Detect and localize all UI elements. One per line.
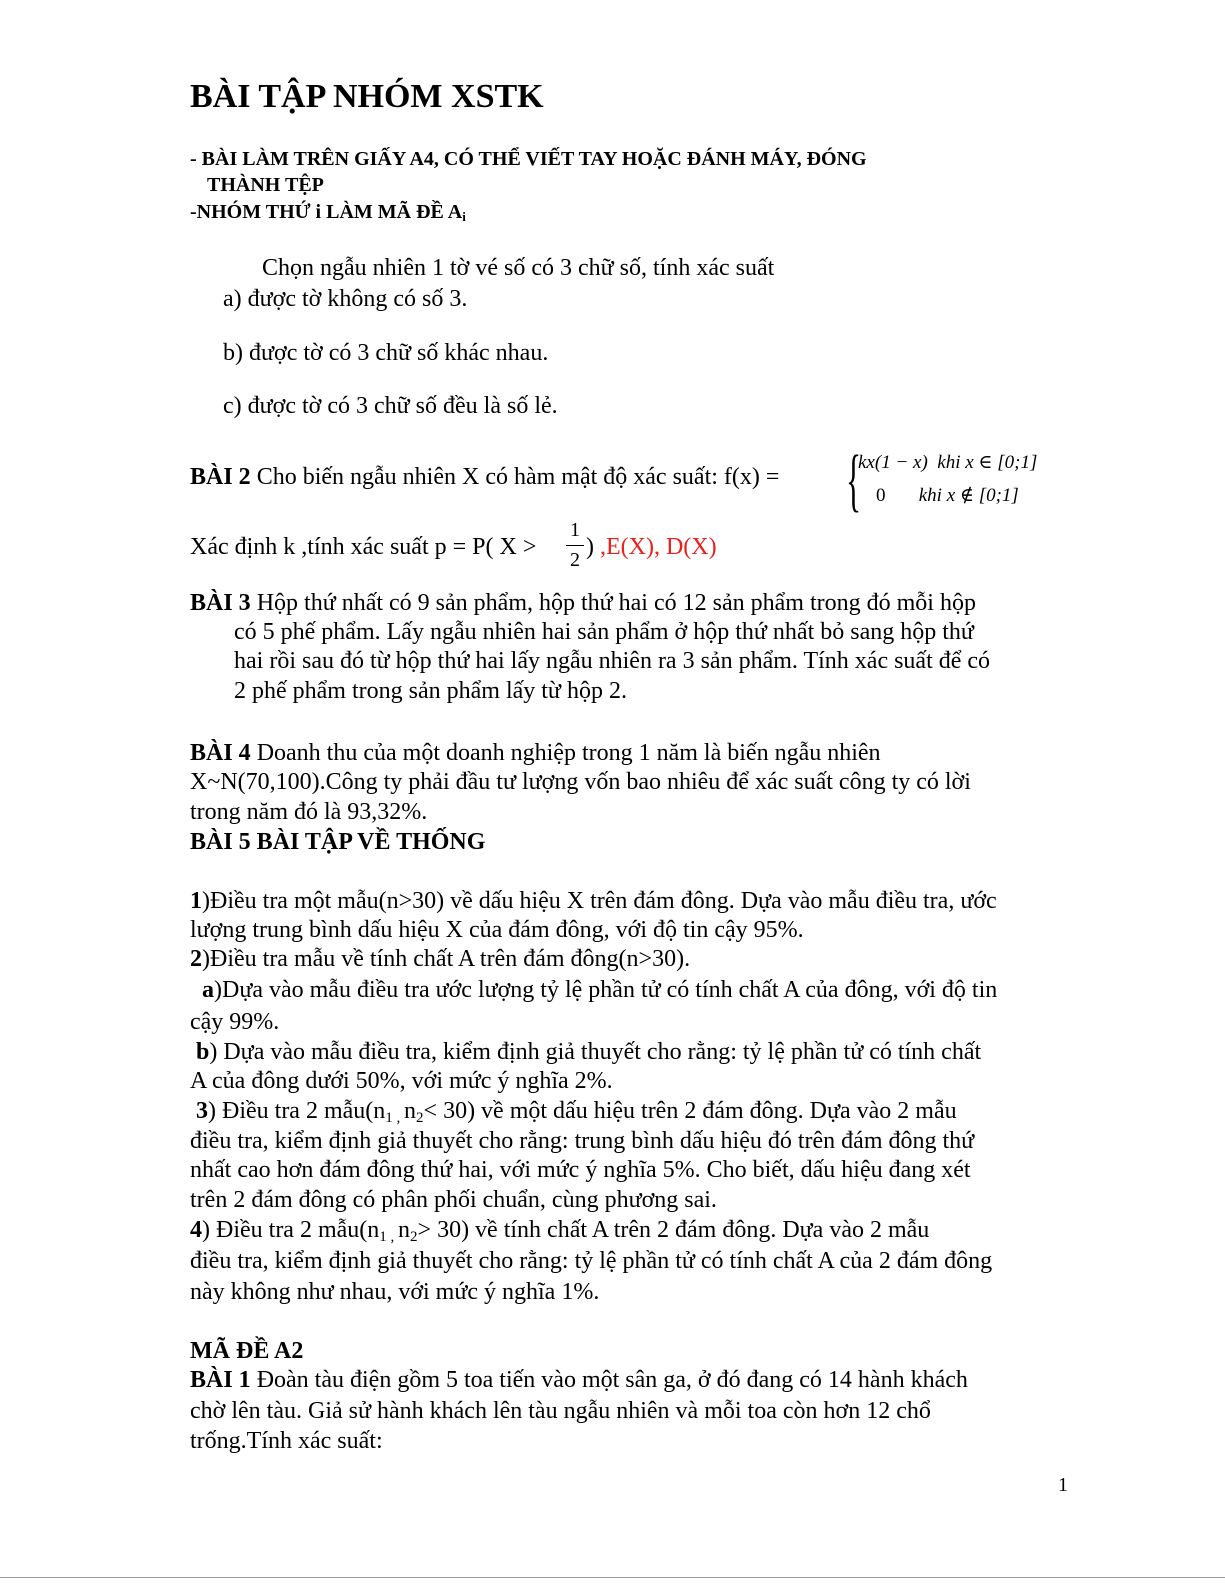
b2-statement: BÀI 2 Cho biến ngẫu nhiên X có hàm mật độ xác suất: f(x) = — [190, 464, 780, 490]
page-bottom-divider — [0, 1577, 1225, 1578]
page-title: BÀI TẬP NHÓM XSTK — [190, 78, 544, 115]
q3-line-3: nhất cao hơn đám đông thứ hai, với mức ý nghĩa 5%. Cho biết, dấu hiệu đang xét — [190, 1157, 971, 1183]
frac-numerator: 1 — [570, 519, 580, 541]
b1-intro: Chọn ngẫu nhiên 1 tờ vé số có 3 chữ số, tính xác suất — [262, 255, 775, 281]
q1-line-2: lượng trung bình dấu hiệu X của đám đông, với độ tin cậy 95%. — [190, 917, 804, 943]
instruction-line-1-cont: THÀNH TỆP — [207, 174, 324, 196]
q4-line-3: này không như nhau, với mức ý nghĩa 1%. — [190, 1279, 600, 1305]
b4-line-2: X~N(70,100).Công ty phải đầu tư lượng vốn bao nhiêu để xác suất công ty có lời — [190, 769, 971, 795]
b4-line-3: trong năm đó là 93,32%. — [190, 799, 428, 825]
instruction-line-1: - BÀI LÀM TRÊN GIẤY A4, CÓ THỂ VIẾT TAY HOẶC ĐÁNH MÁY, ĐÓNG — [190, 148, 867, 170]
b4-line-1: BÀI 4 Doanh thu của một doanh nghiệp trong 1 năm là biến ngẫu nhiên — [190, 740, 881, 766]
q2-line-1: 2)Điều tra mẫu về tính chất A trên đám đông(n>30). — [190, 946, 691, 972]
b3-line-2: có 5 phế phẩm. Lấy ngẫu nhiên hai sản phẩm ở hộp thứ nhất bỏ sang hộp thứ — [234, 619, 974, 645]
q3-line-4: trên 2 đám đông có phân phối chuẩn, cùng phương sai. — [190, 1187, 717, 1213]
b1-item-a: a) được tờ không có số 3. — [223, 286, 468, 312]
b2-task-red: ,E(X), D(X) — [594, 534, 717, 560]
q3-line-2: điều tra, kiểm định giả thuyết cho rằng: trung bình dấu hiệu đó trên đám đông thứ — [190, 1128, 975, 1154]
q2b-line-2: A của đông dưới 50%, với mức ý nghĩa 2%. — [190, 1068, 613, 1094]
b1-item-b: b) được tờ có 3 chữ số khác nhau. — [223, 340, 549, 366]
q4-line-1: 4) Điều tra 2 $mẫu(n_{1 ,}$ $n_2> 30$) về tính chất A trên 2 đám đông. Dựa vào 2 mẫu — [190, 1217, 930, 1245]
b2-case2: 0 khi x ∉ [0;1] — [876, 485, 1019, 506]
q2a-line-2: cậy 99%. — [190, 1009, 280, 1035]
q2b-line-1: b) Dựa vào mẫu điều tra, kiểm định giả thuyết cho rằng: tỷ lệ phần tử có tính chất — [196, 1039, 982, 1065]
frac-bar — [566, 545, 584, 546]
b1-item-c: c) được tờ có 3 chữ số đều là số lẻ. — [223, 393, 558, 419]
b5-title: BÀI 5 BÀI TẬP VỀ THỐNG — [190, 829, 486, 855]
q4-line-2: điều tra, kiểm định giả thuyết cho rằng: tỷ lệ phần tử có tính chất A của 2 đám đông — [190, 1248, 993, 1274]
q3-line-1: 3) Điều tra 2 $mẫu(n_{1 ,}$ $n_2< 30$) về một dấu hiệu trên 2 đám đông. Dựa vào 2 mẫu — [196, 1098, 957, 1126]
q1-line-1: 1)Điều tra một mẫu(n>30) về dấu hiệu X trên đám đông. Dựa vào mẫu điều tra, ước — [190, 888, 997, 914]
b3-line-1: BÀI 3 Hộp thứ nhất có 9 sản phẩm, hộp thứ hai có 12 sản phẩm trong đó mỗi hộp — [190, 590, 976, 616]
b2-task-end: ) ,E(X), D(X) — [586, 534, 717, 560]
b3-line-3: hai rồi sau đó từ hộp thứ hai lấy ngẫu nhiên ra 3 sản phẩm. Tính xác suất để có — [234, 648, 991, 674]
b2-case1: kx(1 − x) khi x ∈ [0;1] — [858, 452, 1038, 473]
a2-b1-line-1: BÀI 1 Đoàn tàu điện gồm 5 toa tiến vào một sân ga, ở đó đang có 14 hành khách — [190, 1367, 968, 1393]
a2-b1-line-3: trống.Tính xác suất: — [190, 1428, 383, 1454]
a2-title: MÃ ĐỀ A2 — [190, 1338, 304, 1364]
b2-task-line: Xác định k ,tính xác suất p = P( X > — [190, 534, 537, 560]
b3-line-4: 2 phế phẩm trong sản phẩm lấy từ hộp 2. — [234, 678, 627, 704]
frac-denominator: 2 — [570, 549, 580, 571]
q2a-line-1: a)Dựa vào mẫu điều tra ước lượng tỷ lệ phần tử có tính chất A của đông, với độ tin — [202, 977, 998, 1003]
page-number: 1 — [1058, 1474, 1068, 1496]
a2-b1-line-2: chờ lên tàu. Giả sử hành khách lên tàu ngẫu nhiên và mỗi toa còn hơn 12 chổ — [190, 1398, 931, 1424]
instruction-line-2: -NHÓM THỨ i LÀM MÃ ĐỀ $A_i$ — [190, 201, 466, 224]
piecewise-brace: { — [846, 442, 862, 519]
